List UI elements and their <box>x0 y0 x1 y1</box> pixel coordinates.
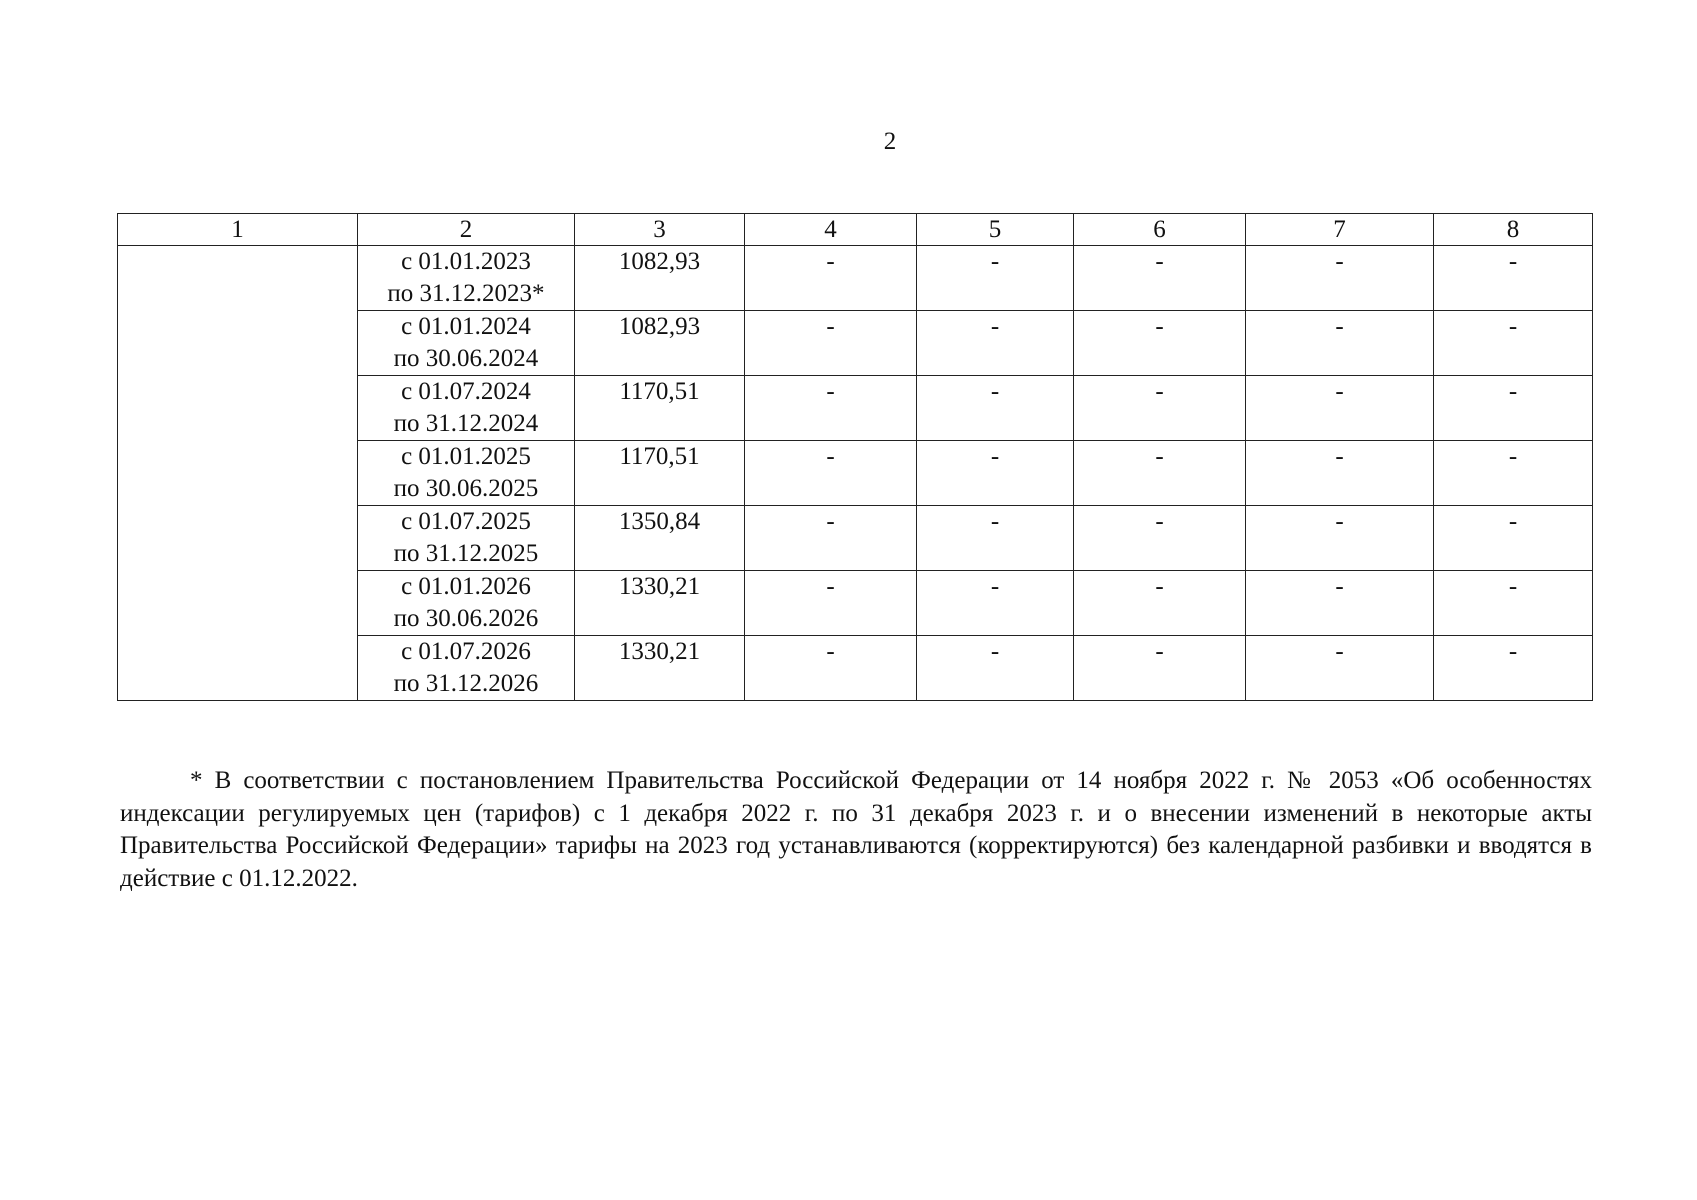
period-to: по 31.12.2025 <box>393 540 539 567</box>
period-cell <box>358 571 575 636</box>
cell-col-5: - <box>917 636 1074 701</box>
tariff-table <box>117 213 1593 701</box>
cell-col-8: - <box>1434 376 1593 441</box>
period-to: по 30.06.2025 <box>393 475 539 502</box>
period-cell <box>358 376 575 441</box>
cell-col-8: - <box>1434 571 1593 636</box>
cell-col-7: - <box>1246 571 1434 636</box>
table-header-row <box>118 214 1593 246</box>
period-to: по 31.12.2026 <box>393 670 539 697</box>
cell-col-7: - <box>1246 506 1434 571</box>
cell-col-5: - <box>917 376 1074 441</box>
period-from: с 01.01.2023 <box>401 248 531 275</box>
period-to: по 31.12.2023* <box>387 280 545 307</box>
cell-col-4: - <box>745 376 917 441</box>
period-to: по 30.06.2024 <box>393 345 539 372</box>
cell-col-6: - <box>1074 571 1246 636</box>
period-from: с 01.07.2025 <box>401 508 531 535</box>
cell-col-6: - <box>1074 376 1246 441</box>
cell-col-5: - <box>917 571 1074 636</box>
period-cell <box>358 441 575 506</box>
cell-col-5: - <box>917 506 1074 571</box>
cell-col-4: - <box>745 571 917 636</box>
column-number-8: 8 <box>1434 214 1593 246</box>
tariff-value: 1330,21 <box>575 571 745 636</box>
cell-col-7: - <box>1246 311 1434 376</box>
column-number-7: 7 <box>1246 214 1434 246</box>
cell-col-8: - <box>1434 311 1593 376</box>
cell-col-6: - <box>1074 441 1246 506</box>
period-to: по 31.12.2024 <box>393 410 539 437</box>
cell-col-5: - <box>917 246 1074 311</box>
column-number-2: 2 <box>358 214 575 246</box>
period-cell <box>358 311 575 376</box>
cell-col-8: - <box>1434 636 1593 701</box>
period-from: с 01.01.2024 <box>401 313 531 340</box>
cell-col-8: - <box>1434 506 1593 571</box>
cell-col-7: - <box>1246 441 1434 506</box>
cell-col-4: - <box>745 246 917 311</box>
period-from: с 01.07.2026 <box>401 638 531 665</box>
tariff-value: 1170,51 <box>575 441 745 506</box>
tariff-value: 1170,51 <box>575 376 745 441</box>
cell-col-7: - <box>1246 636 1434 701</box>
cell-col-4: - <box>745 311 917 376</box>
period-cell <box>358 246 575 311</box>
table-row <box>118 246 1593 311</box>
period-cell <box>358 636 575 701</box>
tariff-value: 1082,93 <box>575 311 745 376</box>
cell-col-7: - <box>1246 376 1434 441</box>
cell-col-4: - <box>745 441 917 506</box>
cell-col-4: - <box>745 636 917 701</box>
cell-col-4: - <box>745 506 917 571</box>
cell-col-6: - <box>1074 311 1246 376</box>
footnote: * В соответствии с постановлением Правительства Российской Федерации от 14 ноября 2022 г. № 2053 «Об особенностях индексации регулируемых цен (тарифов) с 1 декабря 2022 г. по 31 декабря 2023 г. и о внесении изменений в некоторые акты Правительства Российской Федерации» тарифы на 2023 год устанавливаются (корректируются) без календарной разбивки и вводятся в действие с 01.12.2022. <box>120 767 1592 892</box>
column-number-5: 5 <box>917 214 1074 246</box>
cell-col-6: - <box>1074 506 1246 571</box>
column-number-1: 1 <box>118 214 358 246</box>
cell-col-8: - <box>1434 246 1593 311</box>
column-number-4: 4 <box>745 214 917 246</box>
period-from: с 01.01.2025 <box>401 443 531 470</box>
column-number-6: 6 <box>1074 214 1246 246</box>
page-number: 2 <box>883 128 897 155</box>
period-from: с 01.07.2024 <box>401 378 531 405</box>
merged-first-column-cell <box>118 246 358 701</box>
column-number-3: 3 <box>575 214 745 246</box>
cell-col-7: - <box>1246 246 1434 311</box>
cell-col-6: - <box>1074 636 1246 701</box>
period-from: с 01.01.2026 <box>401 573 531 600</box>
cell-col-5: - <box>917 441 1074 506</box>
tariff-value: 1330,21 <box>575 636 745 701</box>
tariff-value: 1082,93 <box>575 246 745 311</box>
cell-col-6: - <box>1074 246 1246 311</box>
period-cell <box>358 506 575 571</box>
cell-col-8: - <box>1434 441 1593 506</box>
period-to: по 30.06.2026 <box>393 605 539 632</box>
tariff-value: 1350,84 <box>575 506 745 571</box>
cell-col-5: - <box>917 311 1074 376</box>
